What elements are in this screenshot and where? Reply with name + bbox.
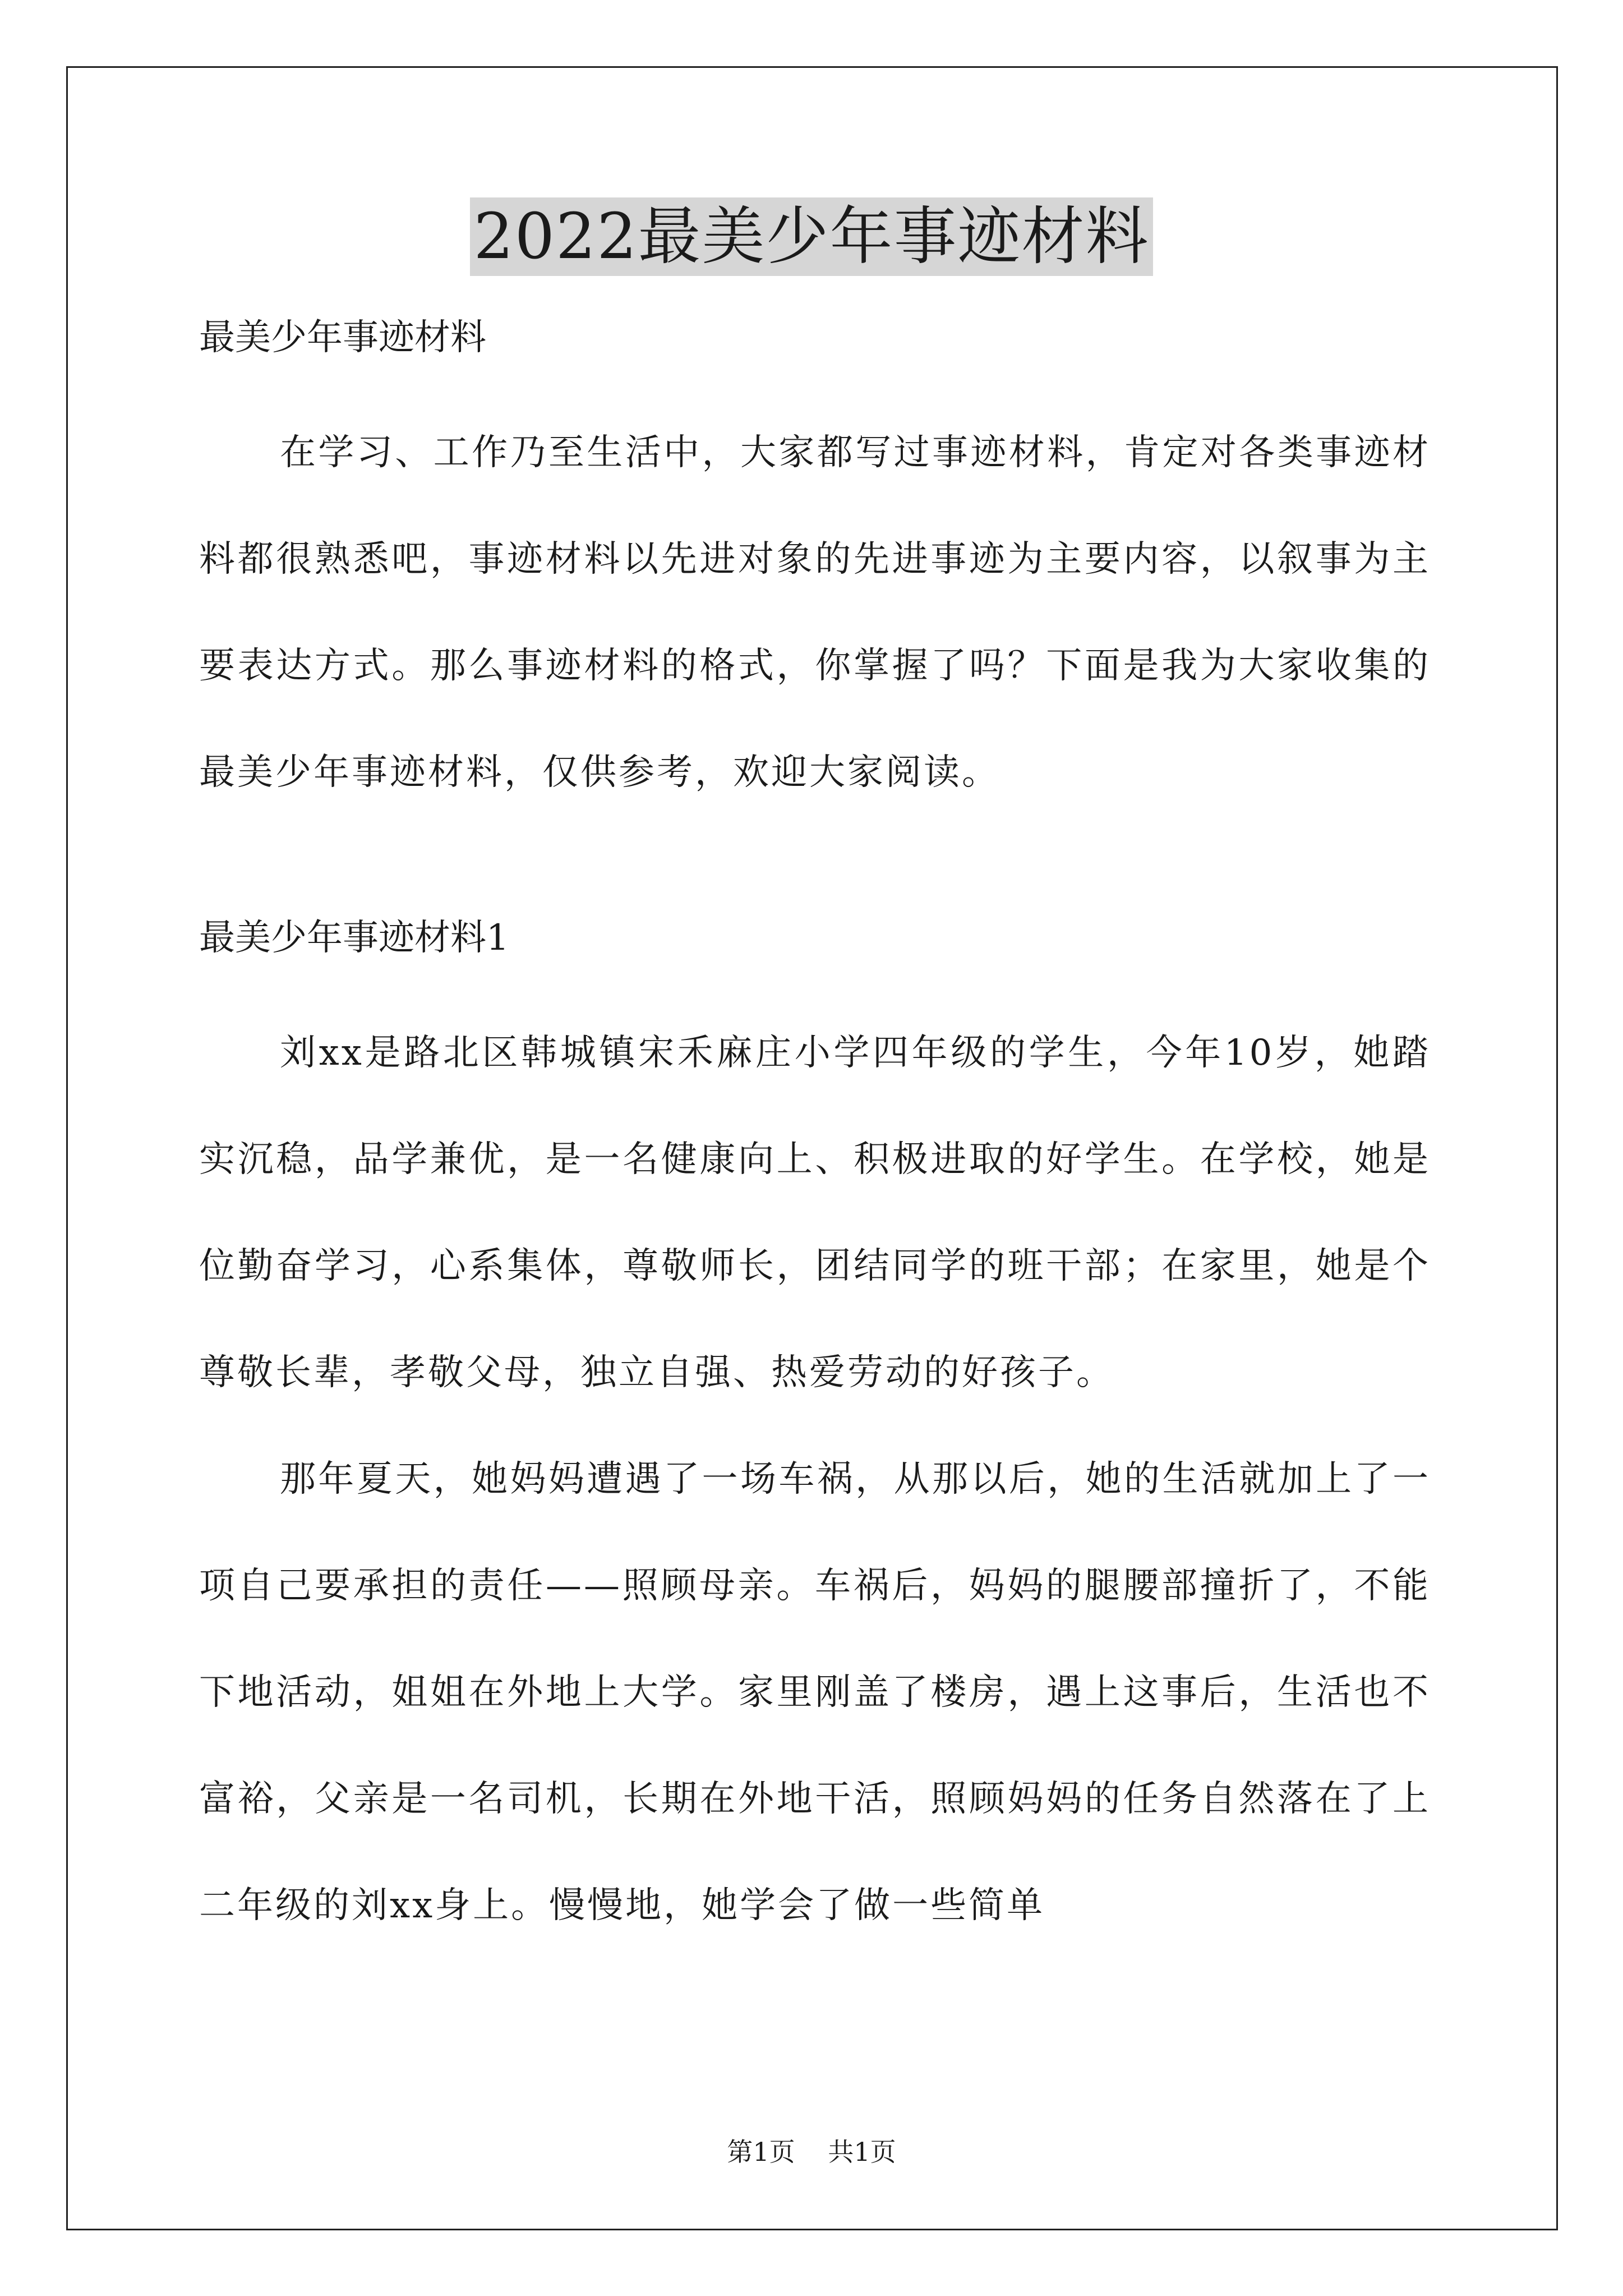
document-body <box>199 310 1431 1959</box>
page-total: 共1页 <box>828 2137 896 2167</box>
section1-heading: 最美少年事迹材料1 <box>199 917 509 959</box>
page-number: 第1页 <box>727 2137 795 2167</box>
title-container <box>0 197 1623 276</box>
section1-paragraph-2: 那年夏天，她妈妈遭遇了一场车祸，从那以后，她的生活就加上了一项自己要承担的责任——照顾母亲。车祸后，妈妈的腿腰部撞折了，不能下地活动，姐姐在外地上大学。家里刚盖了楼房，遇上这事后，生活也不富裕，父亲是一名司机，长期在外地干活，照顾妈妈的任务自然落在了上二年级的刘xx身上。慢慢地，她学会了做一些简单 <box>199 1458 1431 1926</box>
intro-paragraph: 在学习、工作乃至生活中，大家都写过事迹材料，肯定对各类事迹材料都很熟悉吧，事迹材料以先进对象的先进事迹为主要内容，以叙事为主要表达方式。那么事迹材料的格式，你掌握了吗？下面是我为大家收集的最美少年事迹材料，仅供参考，欢迎大家阅读。 <box>199 432 1431 793</box>
intro-heading: 最美少年事迹材料 <box>199 317 486 358</box>
document-title: 2022最美少年事迹材料 <box>470 197 1152 276</box>
page-footer <box>0 2135 1623 2169</box>
section-spacer <box>199 826 1431 910</box>
section1-paragraph-1: 刘xx是路北区韩城镇宋禾麻庄小学四年级的学生，今年10岁，她踏实沉稳，品学兼优，是一名健康向上、积极进取的好学生。在学校，她是位勤奋学习，心系集体，尊敬师长，团结同学的班干部；在家里，她是个尊敬长辈，孝敬父母，独立自强、热爱劳动的好孩子。 <box>199 1032 1431 1393</box>
